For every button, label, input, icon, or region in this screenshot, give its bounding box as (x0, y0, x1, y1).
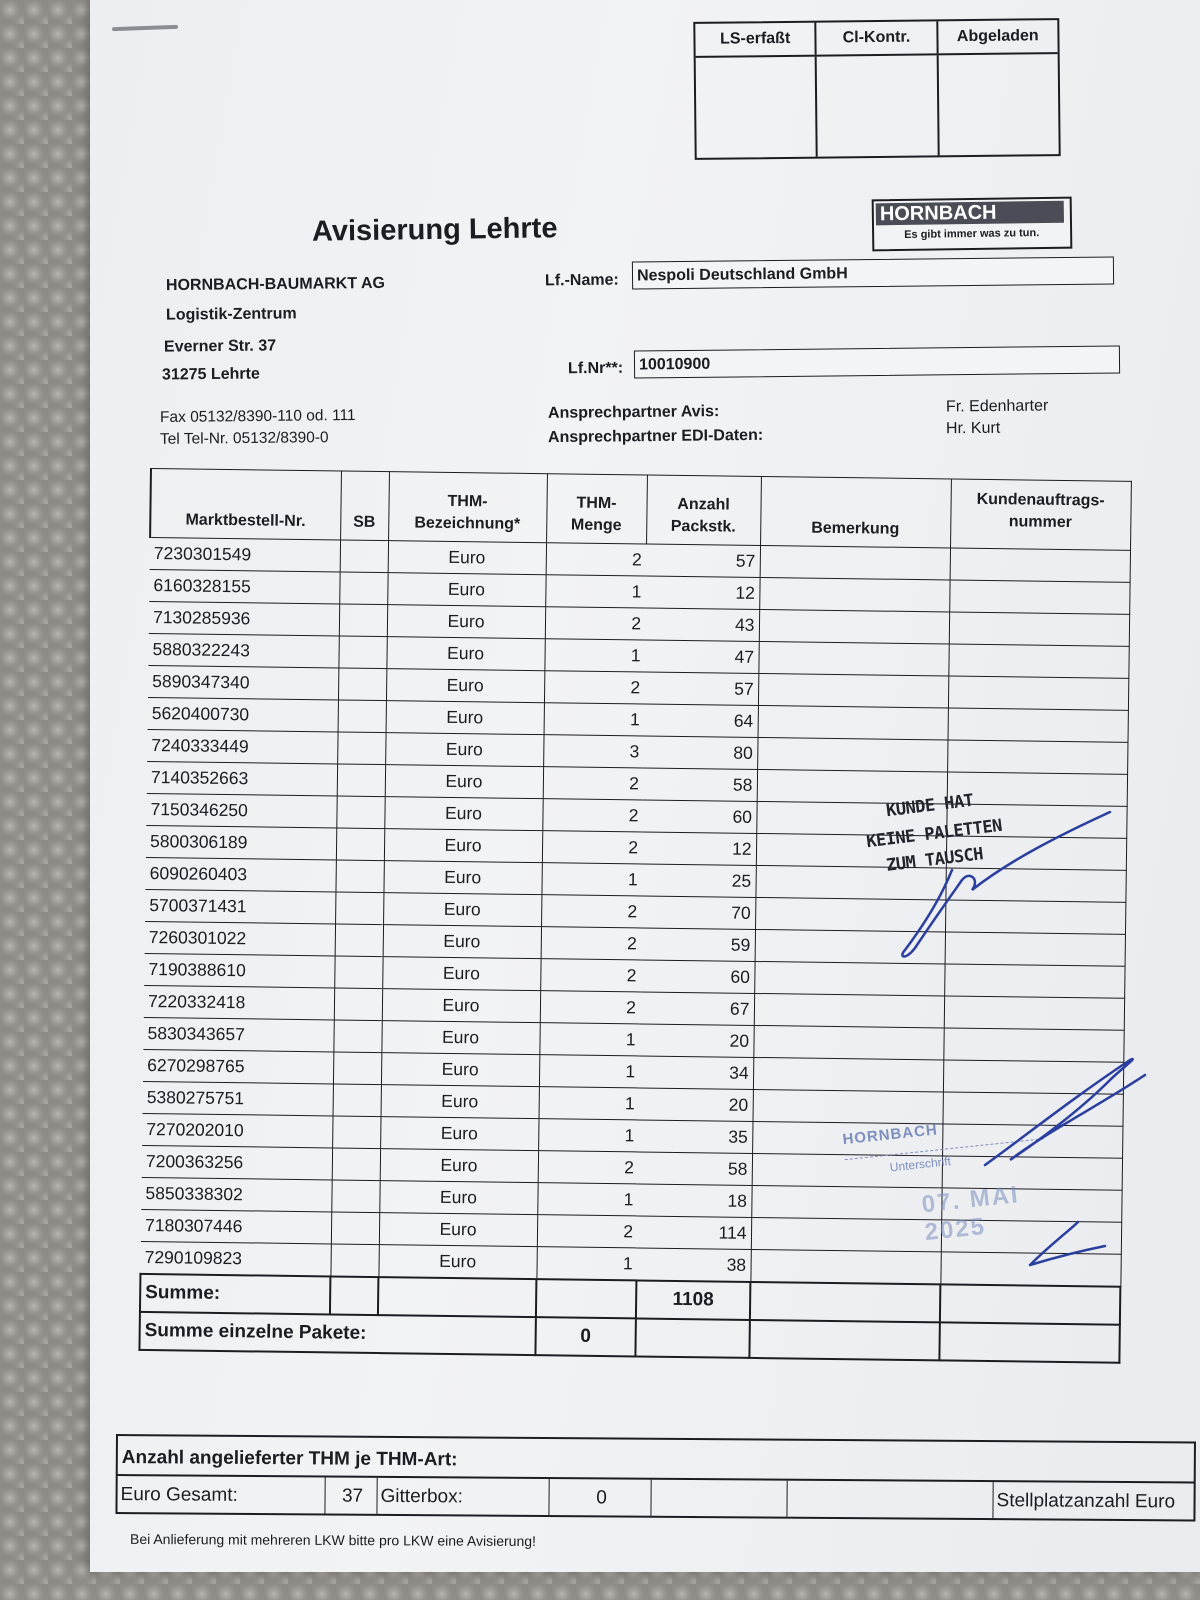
packs-cell: 60 (640, 960, 754, 993)
remark-cell[interactable] (758, 641, 948, 675)
remark-cell[interactable] (753, 1025, 943, 1059)
sb-cell[interactable] (332, 1148, 380, 1181)
thm-qty-cell: 2 (542, 799, 642, 832)
address-company: HORNBACH-BAUMARKT AG (165, 274, 386, 295)
order-number-cell: 7220332418 (144, 985, 334, 1019)
thm-qty-cell: 2 (540, 959, 640, 992)
order-number-cell: 7290109823 (140, 1241, 330, 1276)
remark-cell[interactable] (754, 961, 944, 995)
thm-qty-cell: 2 (537, 1215, 637, 1248)
thm-qty-cell: 2 (546, 543, 646, 576)
page-title: Avisierung Lehrte (311, 212, 558, 248)
thm-qty-cell: 1 (544, 703, 644, 736)
logo-brand: HORNBACH (876, 201, 1064, 226)
sb-cell[interactable] (333, 1084, 381, 1117)
remark-cell[interactable] (758, 705, 948, 739)
sum-label: Summe: (140, 1274, 330, 1314)
order-number-cell: 7230301549 (150, 538, 340, 572)
address-street: Everner Str. 37 (163, 337, 277, 356)
sb-cell[interactable] (335, 924, 383, 957)
thm-name-cell: Euro (378, 1245, 536, 1280)
thm-name-cell: Euro (381, 1053, 539, 1087)
sb-cell[interactable] (331, 1180, 379, 1213)
check-cell-abgeladen[interactable] (938, 54, 1058, 155)
sb-cell[interactable] (330, 1244, 378, 1277)
order-number-cell: 7140352663 (147, 761, 337, 795)
sb-cell[interactable] (334, 956, 382, 989)
customer-order-cell[interactable] (950, 548, 1130, 582)
stamp-date: 07. MAI 2025 (920, 1181, 1021, 1247)
customer-order-cell[interactable] (943, 1028, 1123, 1062)
customer-order-cell[interactable] (940, 1252, 1120, 1287)
order-number-cell: 7200363256 (142, 1145, 332, 1179)
sb-cell[interactable] (337, 732, 385, 765)
customer-order-cell[interactable] (944, 996, 1124, 1030)
packs-cell: 12 (645, 576, 759, 609)
thm-qty-cell: 2 (541, 927, 641, 960)
thm-qty-cell: 2 (542, 831, 642, 864)
packs-cell: 64 (644, 704, 758, 737)
thm-name-cell: Euro (379, 1213, 537, 1247)
sb-cell[interactable] (339, 604, 387, 637)
stamp-brand: HORNBACH (841, 1121, 939, 1149)
customer-order-cell[interactable] (945, 932, 1125, 966)
thm-qty-cell: 1 (545, 575, 645, 608)
sb-cell[interactable] (331, 1212, 379, 1245)
remark-cell[interactable] (760, 545, 950, 579)
supplier-nr-label: Lf.Nr**: (567, 359, 624, 378)
order-number-cell: 7190388610 (144, 953, 334, 987)
thm-qty-cell: 1 (539, 1087, 639, 1120)
supplier-name-field[interactable]: Nespoli Deutschland GmbH (632, 256, 1114, 289)
thm-name-cell: Euro (380, 1117, 538, 1151)
address-dept: Logistik-Zentrum (165, 305, 297, 324)
order-number-cell: 7240333449 (147, 729, 337, 763)
thm-name-cell: Euro (385, 765, 543, 799)
thm-name-cell: Euro (382, 989, 540, 1023)
address-tel: Tel Tel-Nr. 05132/8390-0 (159, 429, 329, 448)
order-number-cell: 7260301022 (145, 921, 335, 955)
thm-name-cell: Euro (387, 573, 545, 607)
thm-name-cell: Euro (385, 733, 543, 767)
thm-qty-cell: 1 (538, 1119, 638, 1152)
order-number-cell: 5890347340 (148, 665, 338, 699)
packs-cell: 47 (644, 640, 758, 673)
order-number-cell: 5850338302 (141, 1177, 331, 1211)
thm-qty-cell: 2 (538, 1151, 638, 1184)
sb-cell[interactable] (335, 860, 383, 893)
euro-total-label: Euro Gesamt: (117, 1476, 325, 1513)
address-fax: Fax 05132/8390-110 od. 111 (159, 406, 356, 427)
document-sheet (90, 0, 1200, 1572)
thm-name-cell: Euro (383, 893, 541, 927)
remark-cell[interactable] (755, 929, 945, 963)
remark-cell[interactable] (750, 1249, 940, 1284)
thm-name-cell: Euro (388, 541, 546, 575)
order-number-cell: 5700371431 (145, 889, 335, 923)
stellplatz-label: Stellplatzanzahl Euro (996, 1490, 1176, 1513)
col-header-order: Marktbestell-Nr. (150, 469, 341, 540)
customer-order-cell[interactable] (948, 644, 1128, 678)
thm-name-cell: Euro (379, 1181, 537, 1215)
packs-cell: 67 (640, 992, 754, 1025)
thm-name-cell: Euro (383, 925, 541, 959)
remark-cell[interactable] (757, 737, 947, 771)
col-header-remark: Bemerkung (760, 476, 951, 547)
packs-cell: 18 (637, 1184, 751, 1217)
thm-qty-cell: 3 (543, 735, 643, 768)
check-cell-cl[interactable] (817, 55, 939, 156)
thm-qty-cell: 1 (541, 863, 641, 896)
order-number-cell: 6160328155 (149, 570, 339, 604)
supplier-nr-field[interactable]: 10010900 (634, 345, 1120, 378)
customer-order-cell[interactable] (949, 580, 1129, 614)
contact-edi-label: Ansprechpartner EDI-Daten: (547, 426, 764, 447)
order-number-cell: 5830343657 (143, 1017, 333, 1051)
handwritten-note-line-2: KEINE PALETTEN (865, 815, 1004, 853)
packs-cell: 58 (638, 1152, 752, 1185)
address-city: 31275 Lehrte (161, 365, 260, 384)
thm-name-cell: Euro (384, 829, 542, 863)
order-number-cell: 5620400730 (148, 697, 338, 731)
sb-cell[interactable] (333, 1020, 381, 1053)
order-number-cell: 6090260403 (145, 857, 335, 891)
order-number-cell: 7150346250 (146, 793, 336, 827)
sum-single-label: Summe einzelne Pakete: (139, 1312, 535, 1355)
supplier-name-label: Lf.-Name: (544, 271, 619, 290)
customer-order-cell[interactable] (945, 868, 1125, 902)
gitterbox-label: Gitterbox: (377, 1478, 549, 1515)
customer-order-cell[interactable] (944, 964, 1124, 998)
packs-cell: 57 (644, 672, 758, 705)
packs-cell: 59 (641, 928, 755, 961)
footer-heading: Anzahl angelieferter THM je THM-Art: (116, 1434, 1196, 1482)
thm-name-cell: Euro (382, 957, 540, 991)
order-number-cell: 5880322243 (148, 633, 338, 667)
packs-cell: 25 (641, 864, 755, 897)
check-header-abgeladen: Abgeladen (956, 27, 1039, 46)
thm-name-cell: Euro (381, 1085, 539, 1119)
packs-cell: 70 (641, 896, 755, 929)
packs-cell: 34 (639, 1056, 753, 1089)
remark-cell[interactable] (754, 993, 944, 1027)
col-header-thm-name: THM- Bezeichnung* (388, 472, 547, 543)
thm-name-cell: Euro (384, 797, 542, 831)
remark-cell[interactable] (759, 577, 949, 611)
thm-qty-cell: 1 (539, 1055, 639, 1088)
thm-qty-cell: 1 (539, 1023, 639, 1056)
contact-avis-label: Ansprechpartner Avis: (547, 403, 720, 422)
thm-name-cell: Euro (383, 861, 541, 895)
order-number-cell: 5380275751 (143, 1081, 333, 1115)
packs-cell: 58 (643, 768, 757, 801)
sum-packs-value: 1108 (636, 1280, 750, 1319)
packs-cell: 57 (646, 544, 760, 577)
thm-name-cell: Euro (386, 701, 544, 735)
packs-cell: 43 (645, 608, 759, 641)
thm-name-cell: Euro (386, 669, 544, 703)
check-header-cl: Cl-Kontr. (817, 21, 939, 54)
logo-slogan: Es gibt immer was zu tun. (904, 227, 1040, 241)
footer-table (115, 1434, 1196, 1528)
thm-name-cell: Euro (387, 605, 545, 639)
handwritten-note-line-3: ZUM TAUSCH (885, 844, 985, 876)
gitterbox-value: 0 (549, 1479, 651, 1516)
check-cell-ls[interactable] (696, 57, 818, 158)
remark-cell[interactable] (753, 1057, 943, 1091)
order-number-cell: 7270202010 (142, 1113, 332, 1147)
packs-cell: 35 (638, 1120, 752, 1153)
sb-cell[interactable] (338, 636, 386, 669)
stamp-signature-label: Unterschrift (889, 1154, 952, 1175)
customer-order-cell[interactable] (948, 708, 1128, 742)
col-header-sb: SB (340, 471, 389, 541)
col-header-thm-qty: THM- Menge (546, 474, 647, 544)
sb-cell[interactable] (339, 572, 387, 605)
sb-cell[interactable] (332, 1116, 380, 1149)
sb-cell[interactable] (334, 988, 382, 1021)
handwritten-note-line-1: KUNDE HAT (885, 790, 975, 822)
thm-qty-cell: 1 (537, 1183, 637, 1216)
order-number-cell: 5800306189 (146, 825, 336, 859)
contact-avis-value: Fr. Edenharter (945, 397, 1049, 416)
check-header-ls: LS-erfaßt (695, 23, 817, 56)
thm-qty-cell: 2 (544, 671, 644, 704)
sb-cell[interactable] (336, 828, 384, 861)
thm-name-cell: Euro (386, 637, 544, 671)
check-box-table (693, 18, 1060, 160)
thm-qty-cell: 1 (536, 1247, 636, 1281)
thm-qty-cell: 1 (544, 639, 644, 672)
customer-order-cell[interactable] (948, 676, 1128, 710)
euro-total-value: 37 (325, 1477, 377, 1513)
order-number-cell: 7130285936 (149, 602, 339, 636)
receipt-stamp (837, 1099, 1068, 1247)
remark-cell[interactable] (758, 673, 948, 707)
order-number-cell: 6270298765 (143, 1049, 333, 1083)
sb-cell[interactable] (336, 796, 384, 829)
thm-name-cell: Euro (380, 1149, 538, 1183)
contact-edi-value: Hr. Kurt (945, 419, 1001, 438)
thm-qty-cell: 2 (541, 895, 641, 928)
packs-cell: 20 (639, 1088, 753, 1121)
thm-qty-cell: 2 (543, 767, 643, 800)
sb-cell[interactable] (338, 668, 386, 701)
customer-order-cell[interactable] (949, 612, 1129, 646)
order-number-cell: 7180307446 (141, 1209, 331, 1243)
packs-cell: 38 (636, 1248, 750, 1282)
customer-order-cell[interactable] (943, 1060, 1123, 1094)
thm-qty-cell: 2 (540, 991, 640, 1024)
remark-cell[interactable] (755, 897, 945, 931)
staple-mark (112, 25, 178, 31)
sb-cell[interactable] (337, 764, 385, 797)
sb-cell[interactable] (338, 700, 386, 733)
packs-cell: 80 (643, 736, 757, 769)
sb-cell[interactable] (340, 540, 388, 573)
customer-order-cell[interactable] (947, 740, 1127, 774)
thm-name-cell: Euro (381, 1021, 539, 1055)
packs-cell: 20 (639, 1024, 753, 1057)
col-header-customer: Kundenauftrags- nummer (950, 479, 1131, 550)
delivery-note: Bei Anlieferung mit mehreren LKW bitte pro LKW eine Avisierung! (129, 1530, 536, 1550)
sb-cell[interactable] (335, 892, 383, 925)
thm-qty-cell: 2 (545, 607, 645, 640)
packs-cell: 12 (642, 832, 756, 865)
packs-cell: 60 (642, 800, 756, 833)
customer-order-cell[interactable] (945, 900, 1125, 934)
packs-cell: 114 (637, 1216, 751, 1249)
col-header-packs: Anzahl Packstk. (646, 475, 761, 545)
remark-cell[interactable] (759, 609, 949, 643)
sb-cell[interactable] (333, 1052, 381, 1085)
sum-single-value: 0 (535, 1317, 635, 1356)
hornbach-logo (872, 197, 1073, 252)
